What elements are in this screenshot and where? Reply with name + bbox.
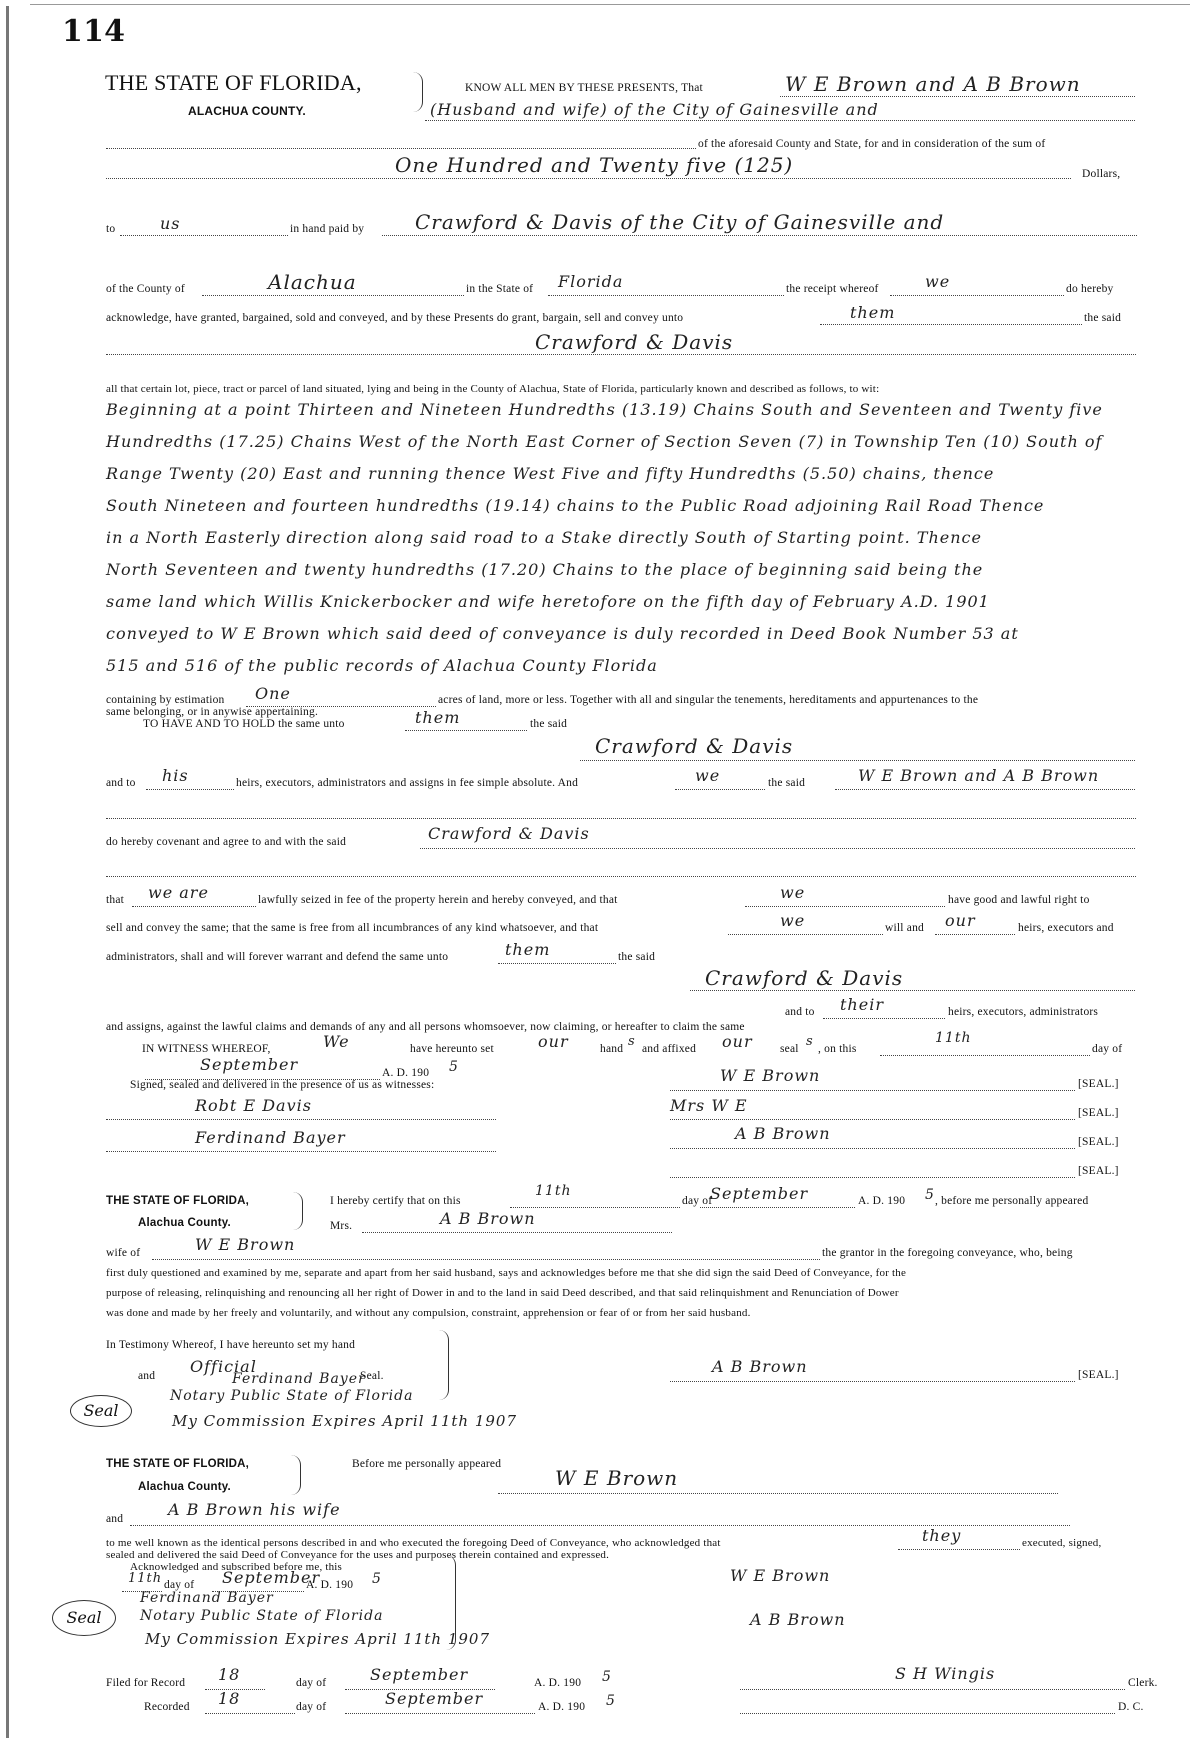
blank-line [670, 1148, 1075, 1149]
description-line: in a North Easterly direction along said road to a Stake directly South of Starting point. Thence [106, 528, 982, 547]
testimony-text: In Testimony Whereof, I have hereunto set my hand [106, 1339, 356, 1351]
payer-names: Crawford & Davis of the City of Gainesville and [415, 210, 945, 234]
blank-line [740, 1713, 1115, 1714]
dc-label: D. C. [1118, 1701, 1144, 1713]
notary-line: Notary Public State of Florida [140, 1608, 384, 1624]
heirs-executors-text-2: heirs, executors and [1018, 922, 1114, 934]
seal-label: [SEAL.] [1078, 1369, 1119, 1381]
ack2-and: and [106, 1513, 124, 1525]
have-unto: them [415, 708, 461, 727]
that-whom: we are [148, 883, 209, 902]
recorded-day-of: day of [296, 1701, 327, 1713]
blank-line [780, 96, 1135, 97]
ack1-seal-text: Seal. [360, 1370, 384, 1382]
page-edge-top [30, 4, 1190, 5]
executed-text: executed, signed, [1022, 1537, 1102, 1549]
conveyed-unto: them [850, 303, 896, 322]
ack2-signature: A B Brown [750, 1610, 846, 1629]
the-said-text: the said [1084, 312, 1122, 324]
description-line: Hundredths (17.25) Chains West of the North East Corner of Section Seven (7) in Township Ten (10) South of [106, 432, 1103, 451]
acres-count: One [255, 684, 291, 703]
on-this-text: , on this [818, 1043, 857, 1055]
affixed-text: and affixed [642, 1043, 697, 1055]
blank-line [690, 990, 1135, 991]
acknowledge-text: acknowledge, have granted, bargained, sold and conveyed, and by these Presents do grant, bargain, sell and convey unto [106, 312, 684, 324]
ack2-year: 5 [372, 1571, 382, 1587]
grantors-residence: (Husband and wife) of the City of Gainesville and [430, 100, 879, 119]
blank-line [405, 730, 527, 731]
and-to-text-2: and to [785, 1006, 815, 1018]
ack2-bracket [290, 1455, 301, 1495]
lawfully-whom: we [780, 883, 806, 902]
blank-line [362, 1232, 672, 1233]
and-whom: we [695, 766, 721, 785]
ack2-state: THE STATE OF FLORIDA, [106, 1458, 250, 1470]
description-line: Beginning at a point Thirteen and Nineteen Hundredths (13.19) Chains South and Seventeen and Twenty five [106, 400, 1103, 419]
have-said-text: the said [530, 718, 568, 730]
in-hand-paid: in hand paid by [290, 223, 365, 235]
blank-line [106, 818, 1136, 819]
description-line: conveyed to W E Brown which said deed of conveyance is duly recorded in Deed Book Number 53 at [106, 624, 1019, 643]
ack2-and-whom: A B Brown his wife [168, 1500, 341, 1519]
notary-line: Notary Public State of Florida [170, 1388, 414, 1404]
official-word: Official [190, 1357, 257, 1376]
will-whom: our [945, 911, 976, 930]
blank-line [205, 1713, 295, 1714]
witness-month: September [200, 1055, 299, 1074]
known-text: to me well known as the identical persons described in and who executed the foregoing Deed of Conveyance, who acknowledged that [106, 1537, 721, 1549]
and-to-text: and to [106, 777, 136, 789]
heirs-executors-text-3: heirs, executors, administrators [948, 1006, 1099, 1018]
ack1-paragraph-line: was done and made by her freely and voluntarily, and without any compulsion, constraint, apprehension or fear of or from her said husband. [106, 1307, 751, 1319]
grantors-names: W E Brown and A B Brown [785, 72, 1081, 96]
notary-bracket [438, 1330, 449, 1400]
ack2-signature: W E Brown [730, 1566, 831, 1585]
recorded-ad: A. D. 190 [538, 1701, 586, 1713]
blank-line [835, 789, 1135, 790]
ack1-before-me: , before me personally appeared [935, 1195, 1089, 1207]
set-whose: our [538, 1032, 569, 1051]
clerk-signature: S H Wingis [895, 1664, 996, 1683]
and-to-whom-2: their [840, 995, 884, 1014]
to-recipient: us [160, 214, 181, 233]
dollars-text: Dollars, [1082, 168, 1121, 180]
blank-line [670, 1381, 1075, 1382]
ack1-mrs: Mrs. [330, 1220, 353, 1232]
witness-who: We [323, 1032, 350, 1051]
notary-line: My Commission Expires April 11th 1907 [172, 1412, 518, 1430]
county-name: Alachua [268, 270, 357, 294]
that-text: that [106, 894, 125, 906]
in-state-text: in the State of [466, 283, 534, 295]
blank-line [146, 789, 234, 790]
witness-day: 11th [935, 1030, 972, 1046]
all-that-text: all that certain lot, piece, tract or parcel of land situated, lying and being in the County of Alachua, State of Florida, particularly known and described as follows, to wit: [106, 383, 880, 395]
filed-month: September [370, 1665, 469, 1684]
notary-line: My Commission Expires April 11th 1907 [145, 1630, 491, 1648]
ack1-paragraph-line: purpose of releasing, relinquishing and renouncing all her right of Dower in and to the land in said Deed described, and that said relinquishment and Renunciation of Dower [106, 1287, 899, 1299]
hands-plural: s [628, 1034, 636, 1049]
to-have-text: TO HAVE AND TO HOLD the same unto [143, 718, 345, 730]
blank-line [420, 848, 1135, 849]
blank-line [935, 934, 1015, 935]
blank-line [728, 934, 883, 935]
blank-line [498, 963, 616, 964]
blank-line [382, 235, 1137, 236]
blank-line [670, 1119, 1075, 1120]
filed-year: 5 [602, 1669, 612, 1685]
acknowledged-text: Acknowledged and subscribed before me, this [130, 1561, 343, 1573]
blank-line [700, 1207, 855, 1208]
ack1-day-of: day of [682, 1195, 713, 1207]
blank-line [880, 1055, 1090, 1056]
said-grantors: W E Brown and A B Brown [858, 766, 1100, 785]
hands-text: hand [600, 1043, 624, 1055]
description-line: Range Twenty (20) East and running thence West Five and fifty Hundredths (5.50) chains, thence [106, 464, 995, 483]
in-witness-text: IN WITNESS WHEREOF, [142, 1043, 271, 1055]
ack1-day: 11th [535, 1183, 572, 1199]
seal-word: seal [780, 1043, 799, 1055]
witness-ad: A. D. 190 [382, 1067, 430, 1079]
witness-signature: Ferdinand Bayer [195, 1128, 346, 1147]
ack1-ad: A. D. 190 [858, 1195, 906, 1207]
notary-line: Ferdinand Bayer [140, 1590, 274, 1606]
ack1-and: and [138, 1370, 156, 1382]
blank-line [106, 354, 1136, 355]
page-edge [6, 6, 9, 1738]
ack2-ad: A. D. 190 [306, 1579, 354, 1591]
blank-line [745, 906, 945, 907]
and-to-whom: his [162, 766, 189, 785]
blank-line [675, 789, 765, 790]
ack1-state: THE STATE OF FLORIDA, [106, 1195, 250, 1207]
seal-label: [SEAL.] [1078, 1078, 1119, 1090]
ack1-bracket [292, 1192, 303, 1230]
blank-line [425, 120, 1135, 121]
defend-whom: them [505, 940, 551, 959]
blank-line [106, 1119, 496, 1120]
will-and-text: will and [885, 922, 924, 934]
ack2-month: September [222, 1568, 321, 1587]
grantee-names: Crawford & Davis [535, 330, 734, 354]
defend-said-text: the said [618, 951, 656, 963]
have-grantee: Crawford & Davis [595, 734, 794, 758]
recorded-text: Recorded [144, 1701, 190, 1713]
seal-stamp: Seal [52, 1600, 116, 1636]
blank-line [106, 876, 1136, 877]
blank-line [740, 1689, 1125, 1690]
state-heading: THE STATE OF FLORIDA, [105, 70, 362, 95]
the-said-text-2: the said [768, 777, 806, 789]
assigns-text: and assigns, against the lawful claims and demands of any and all persons whomsoever, now claiming, or hereafter to claim the same [106, 1021, 745, 1033]
receipt-whom: we [925, 272, 951, 291]
blank-line [106, 148, 696, 149]
witness-signature: Robt E Davis [195, 1096, 312, 1115]
filed-day: 18 [218, 1665, 241, 1684]
witness-year: 5 [449, 1059, 459, 1075]
recorded-month: September [385, 1689, 484, 1708]
blank-line [548, 295, 784, 296]
of-county-text: of the County of [106, 283, 185, 295]
blank-line [498, 1493, 1058, 1494]
acres-text: acres of land, more or less. Together with all and singular the tenements, hereditaments and appurtenances to the [438, 694, 979, 706]
blank-line [890, 295, 1064, 296]
consideration-sum: One Hundred and Twenty five (125) [395, 153, 794, 177]
grantor-text: the grantor in the foregoing conveyance, who, being [822, 1247, 1073, 1259]
do-hereby-text: do hereby [1066, 283, 1114, 295]
blank-line [510, 1207, 680, 1208]
grantor-signature: W E Brown [720, 1066, 821, 1085]
day-of-text: day of [1092, 1043, 1123, 1055]
blank-line [345, 1713, 535, 1714]
seal-label: [SEAL.] [1078, 1136, 1119, 1148]
ack1-signature: A B Brown [712, 1357, 808, 1376]
grantor-signature: A B Brown [735, 1124, 831, 1143]
state-name: Florida [558, 272, 624, 291]
ack2-before-me: Before me personally appeared [352, 1458, 502, 1470]
recorded-day: 18 [218, 1689, 241, 1708]
seal-label: [SEAL.] [1078, 1107, 1119, 1119]
seal-label: [SEAL.] [1078, 1165, 1119, 1177]
description-line: 515 and 516 of the public records of Alachua County Florida [106, 656, 658, 675]
belonging-text: same belonging, or in anywise appertaining. [106, 706, 319, 718]
blank-line [670, 1177, 1075, 1178]
ack1-month: September [710, 1184, 809, 1203]
ack1-husband: W E Brown [195, 1235, 296, 1254]
sealed-delivered-text: sealed and delivered the said Deed of Conveyance for the uses and purposes therein contained and expressed. [106, 1549, 610, 1561]
affixed-whose: our [722, 1032, 753, 1051]
description-line: same land which Willis Knickerbocker and wife heretofore on the fifth day of February A.D. 1901 [106, 592, 990, 611]
sell-convey-text: sell and convey the same; that the same is free from all incumbrances of any kind whatsoever, and that [106, 922, 599, 934]
page-number: 114 [62, 14, 126, 49]
blank-line [132, 906, 256, 907]
notary-line: Ferdinand Bayer [232, 1371, 366, 1387]
aforesaid-text: of the aforesaid County and State, for and in consideration of the sum of [698, 138, 1046, 150]
sell-whom: we [780, 911, 806, 930]
have-hereunto-text: have hereunto set [410, 1043, 494, 1055]
containing-text: containing by estimation [106, 694, 225, 706]
ack1-year: 5 [925, 1187, 935, 1203]
ack2-day: 11th [128, 1571, 163, 1586]
blank-line [823, 1018, 945, 1019]
covenant-with: Crawford & Davis [428, 824, 590, 843]
blank-line [152, 1259, 820, 1260]
seal-stamp: Seal [70, 1395, 132, 1427]
administrators-text: administrators, shall and will forever warrant and defend the same unto [106, 951, 449, 963]
certify-text: I hereby certify that on this [330, 1195, 461, 1207]
lawfully-text: lawfully seized in fee of the property herein and hereby conveyed, and that [258, 894, 618, 906]
to-text: to [106, 223, 116, 235]
description-line: South Nineteen and fourteen hundredths (19.14) chains to the Public Road adjoining Rail Road Thence [106, 496, 1045, 515]
county-heading: ALACHUA COUNTY. [188, 104, 306, 118]
clerk-label: Clerk. [1128, 1677, 1158, 1689]
description-line: North Seventeen and twenty hundredths (17.20) Chains to the place of beginning said being the [106, 560, 984, 579]
blank-line [580, 760, 1135, 761]
blank-line [106, 1151, 496, 1152]
covenant-text: do hereby covenant and agree to and with the said [106, 836, 347, 848]
header-bracket [412, 72, 423, 112]
filed-text: Filed for Record [106, 1677, 186, 1689]
ack2-appeared: W E Brown [555, 1466, 679, 1490]
blank-line [120, 235, 288, 236]
wife-of-text: wife of [106, 1247, 141, 1259]
ack2-county: Alachua County. [138, 1481, 231, 1493]
blank-line [820, 324, 1082, 325]
blank-line [670, 1090, 1075, 1091]
ack1-mrs-name: A B Brown [440, 1209, 536, 1228]
heirs-executors-text: heirs, executors, administrators and assigns in fee simple absolute. And [236, 777, 579, 789]
blank-line [202, 295, 464, 296]
ack1-county: Alachua County. [138, 1217, 231, 1229]
blank-line [106, 178, 1071, 179]
signed-sealed-text: Signed, sealed and delivered in the presence of us as witnesses: [130, 1079, 435, 1091]
filed-day-of: day of [296, 1677, 327, 1689]
ack2-day-of: day of [164, 1579, 195, 1591]
ack1-paragraph-line: first duly questioned and examined by me, separate and apart from her said husband, says and acknowledges before me that she did sign the said Deed of Conveyance, for the [106, 1267, 907, 1279]
filed-ad: A. D. 190 [534, 1677, 582, 1689]
known-whom: they [922, 1526, 962, 1545]
grantor-signature: Mrs W E [670, 1096, 748, 1115]
know-all-men: KNOW ALL MEN BY THESE PRESENTS, That [465, 82, 703, 94]
seal-plural: s [806, 1034, 814, 1049]
defend-grantee: Crawford & Davis [705, 966, 904, 990]
have-good-text: have good and lawful right to [948, 894, 1090, 906]
blank-line [898, 1549, 1020, 1550]
recorded-year: 5 [606, 1693, 616, 1709]
receipt-text: the receipt whereof [786, 283, 879, 295]
